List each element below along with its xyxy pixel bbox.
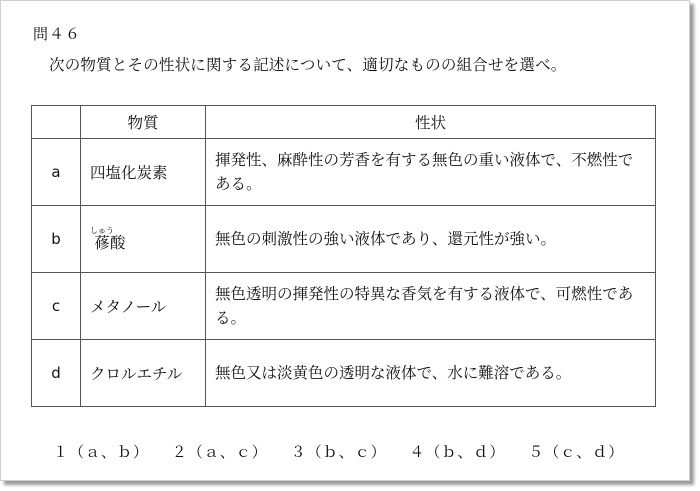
table-row [32,340,656,407]
table-row [32,206,656,273]
header-letter [32,106,81,139]
question-number: 問４６ [33,25,82,43]
substance-kanji: 蓚 [90,233,114,252]
option-5[interactable]: ５（ｃ、ｄ） [528,443,625,461]
row-substance: メタノール [81,273,206,340]
option-4[interactable]: ４（ｂ、ｄ） [409,443,506,461]
row-substance [81,206,206,273]
question-stem: 次の物質とその性状に関する記述について、適切なものの組合せを選べ。 [49,56,567,74]
row-substance: 四塩化炭素 [81,139,206,206]
row-description: 揮発性、麻酔性の芳香を有する無色の重い液体で、不燃性である。 [206,139,656,206]
row-letter: a [32,139,81,206]
option-1[interactable]: １（ａ、ｂ） [53,443,150,461]
substance-kanji-rest: 酸 [109,233,126,252]
table-header-row [32,106,656,139]
properties-table [31,105,656,407]
table-row [32,273,656,340]
row-description: 無色又は淡黄色の透明な液体で、水に難溶である。 [206,340,656,407]
row-letter: d [32,340,81,407]
row-letter: c [32,273,81,340]
substance-ruby [90,225,114,252]
row-letter: b [32,206,81,273]
table-row [32,139,656,206]
option-2[interactable]: ２（ａ、ｃ） [171,443,268,461]
row-description: 無色の刺激性の強い液体であり、還元性が強い。 [206,206,656,273]
option-3[interactable]: ３（ｂ、ｃ） [290,443,387,461]
substance-reading: しゅう [90,225,114,235]
header-properties: 性状 [206,106,656,139]
row-description: 無色透明の揮発性の特異な香気を有する液体で、可燃性である。 [206,273,656,340]
header-substance: 物質 [81,106,206,139]
row-substance: クロルエチル [81,340,206,407]
answer-options [53,441,641,462]
